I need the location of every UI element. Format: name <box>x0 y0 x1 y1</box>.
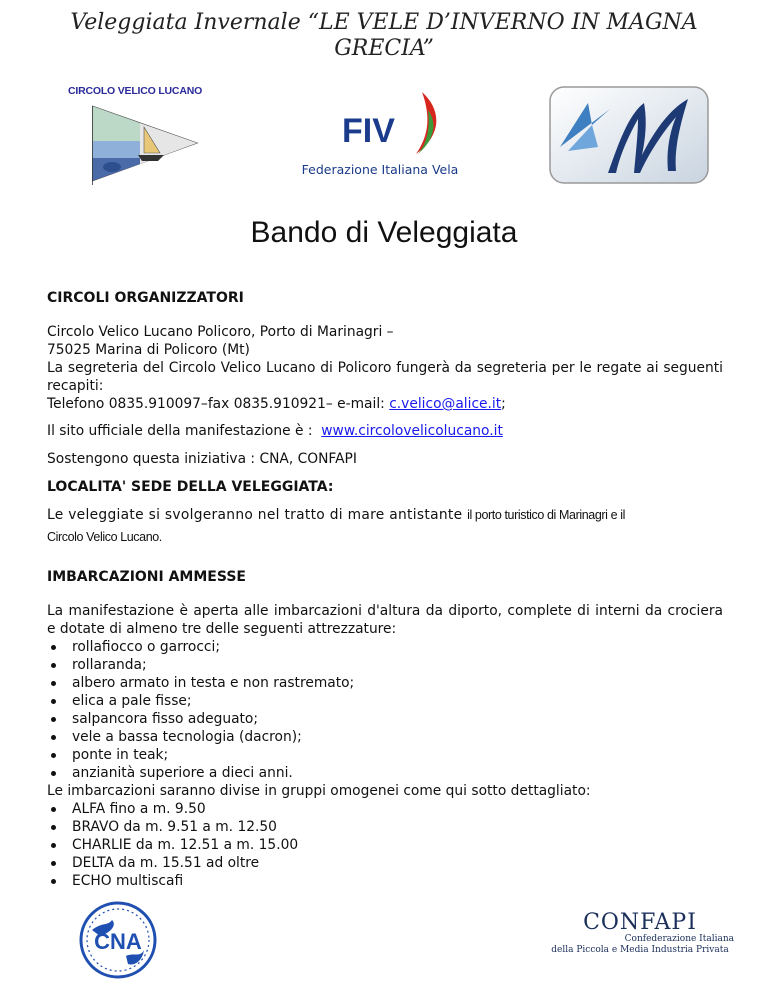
list-item: ponte in teak; <box>47 746 723 764</box>
groups-intro: Le imbarcazioni saranno divise in gruppi omogenei come qui sotto dettagliato: <box>47 783 591 799</box>
fiv-wordmark: FIV <box>342 112 395 150</box>
list-item: CHARLIE da m. 12.51 a m. 15.00 <box>47 836 723 854</box>
cna-wordmark: CNA <box>94 929 142 954</box>
fiv-sail-icon <box>300 90 460 160</box>
confapi-subtitle-line-2: della Piccola e Media Industria Privata <box>551 945 729 955</box>
header-title-line-1: Veleggiata Invernale “LE VELE D’INVERNO IN MAGNA <box>70 10 698 35</box>
section-heading-organizzatori: CIRCOLI ORGANIZZATORI <box>47 290 244 306</box>
fiv-logo <box>300 90 460 185</box>
contacts-line <box>47 395 723 413</box>
list-item: rollaranda; <box>47 656 723 674</box>
page-header-title <box>0 10 768 62</box>
localita-text-part-1: Le veleggiate si svolgeranno nel tratto di mare antistante <box>47 507 468 523</box>
list-item: elica a pale fisse; <box>47 692 723 710</box>
circolo-velico-lucano-logo <box>68 85 238 185</box>
contacts-suffix: ; <box>501 396 506 412</box>
groups-list <box>47 800 723 890</box>
site-prefix: Il sito ufficiale della manifestazione è : <box>47 423 322 439</box>
list-item: vele a bassa tecnologia (dacron); <box>47 728 723 746</box>
cna-globe-icon <box>78 900 158 980</box>
site-link[interactable]: www.circolovelicolucano.it <box>321 423 503 439</box>
header-title-line-2: GRECIA” <box>334 36 434 61</box>
localita-text-part-3: Circolo Velico Lucano. <box>47 530 162 544</box>
localita-text <box>47 504 723 548</box>
list-item: salpancora fisso adeguato; <box>47 710 723 728</box>
site-line <box>47 422 723 440</box>
list-item: BRAVO da m. 9.51 a m. 12.50 <box>47 818 723 836</box>
cna-logo <box>78 900 158 980</box>
confapi-logo <box>528 912 752 972</box>
list-item: ECHO multiscafi <box>47 872 723 890</box>
pennant-flag-icon <box>92 101 202 186</box>
confapi-subtitle-line-1: Confederazione Italiana <box>624 934 734 944</box>
list-item: ALFA fino a m. 9.50 <box>47 800 723 818</box>
contacts-prefix: Telefono 0835.910097–fax 0835.910921– e-mail: <box>47 396 390 412</box>
document-title: Bando di Veleggiata <box>250 216 518 249</box>
equipment-list <box>47 638 723 782</box>
m-sail-icon <box>548 85 710 185</box>
imbarcazioni-intro: La manifestazione è aperta alle imbarcazioni d'altura da diporto, complete di interni da crociera e dotate di almeno tre delle seguenti attrezzature: <box>47 603 723 637</box>
organizzatori-line-3: La segreteria del Circolo Velico Lucano di Policoro fungerà da segreteria per le regate ai seguenti recapiti: <box>47 360 723 394</box>
organizzatori-line-2: 75025 Marina di Policoro (Mt) <box>47 342 250 358</box>
localita-text-part-2: il porto turistico di Marinagri e il <box>467 508 625 522</box>
list-item: rollafiocco o garrocci; <box>47 638 723 656</box>
circolo-logo-label: CIRCOLO VELICO LUCANO <box>68 85 203 97</box>
sponsors-line: Sostengono questa iniziativa : CNA, CONFAPI <box>47 451 357 467</box>
fiv-subtitle: Federazione Italiana Vela <box>301 162 459 177</box>
email-link[interactable]: c.velico@alice.it <box>389 396 502 412</box>
section-heading-localita: LOCALITA' SEDE DELLA VELEGGIATA: <box>47 479 334 495</box>
footer-logos <box>0 900 768 994</box>
marinagri-m-logo <box>548 85 710 185</box>
section-heading-imbarcazioni: IMBARCAZIONI AMMESSE <box>47 569 246 585</box>
list-item: DELTA da m. 15.51 ad oltre <box>47 854 723 872</box>
document-body <box>47 289 723 890</box>
confapi-wordmark: CONFAPI <box>583 910 697 935</box>
list-item: albero armato in testa e non rastremato; <box>47 674 723 692</box>
list-item: anzianità superiore a dieci anni. <box>47 764 723 782</box>
logo-bar <box>0 85 768 195</box>
organizzatori-line-1: Circolo Velico Lucano Policoro, Porto di Marinagri – <box>47 324 394 340</box>
